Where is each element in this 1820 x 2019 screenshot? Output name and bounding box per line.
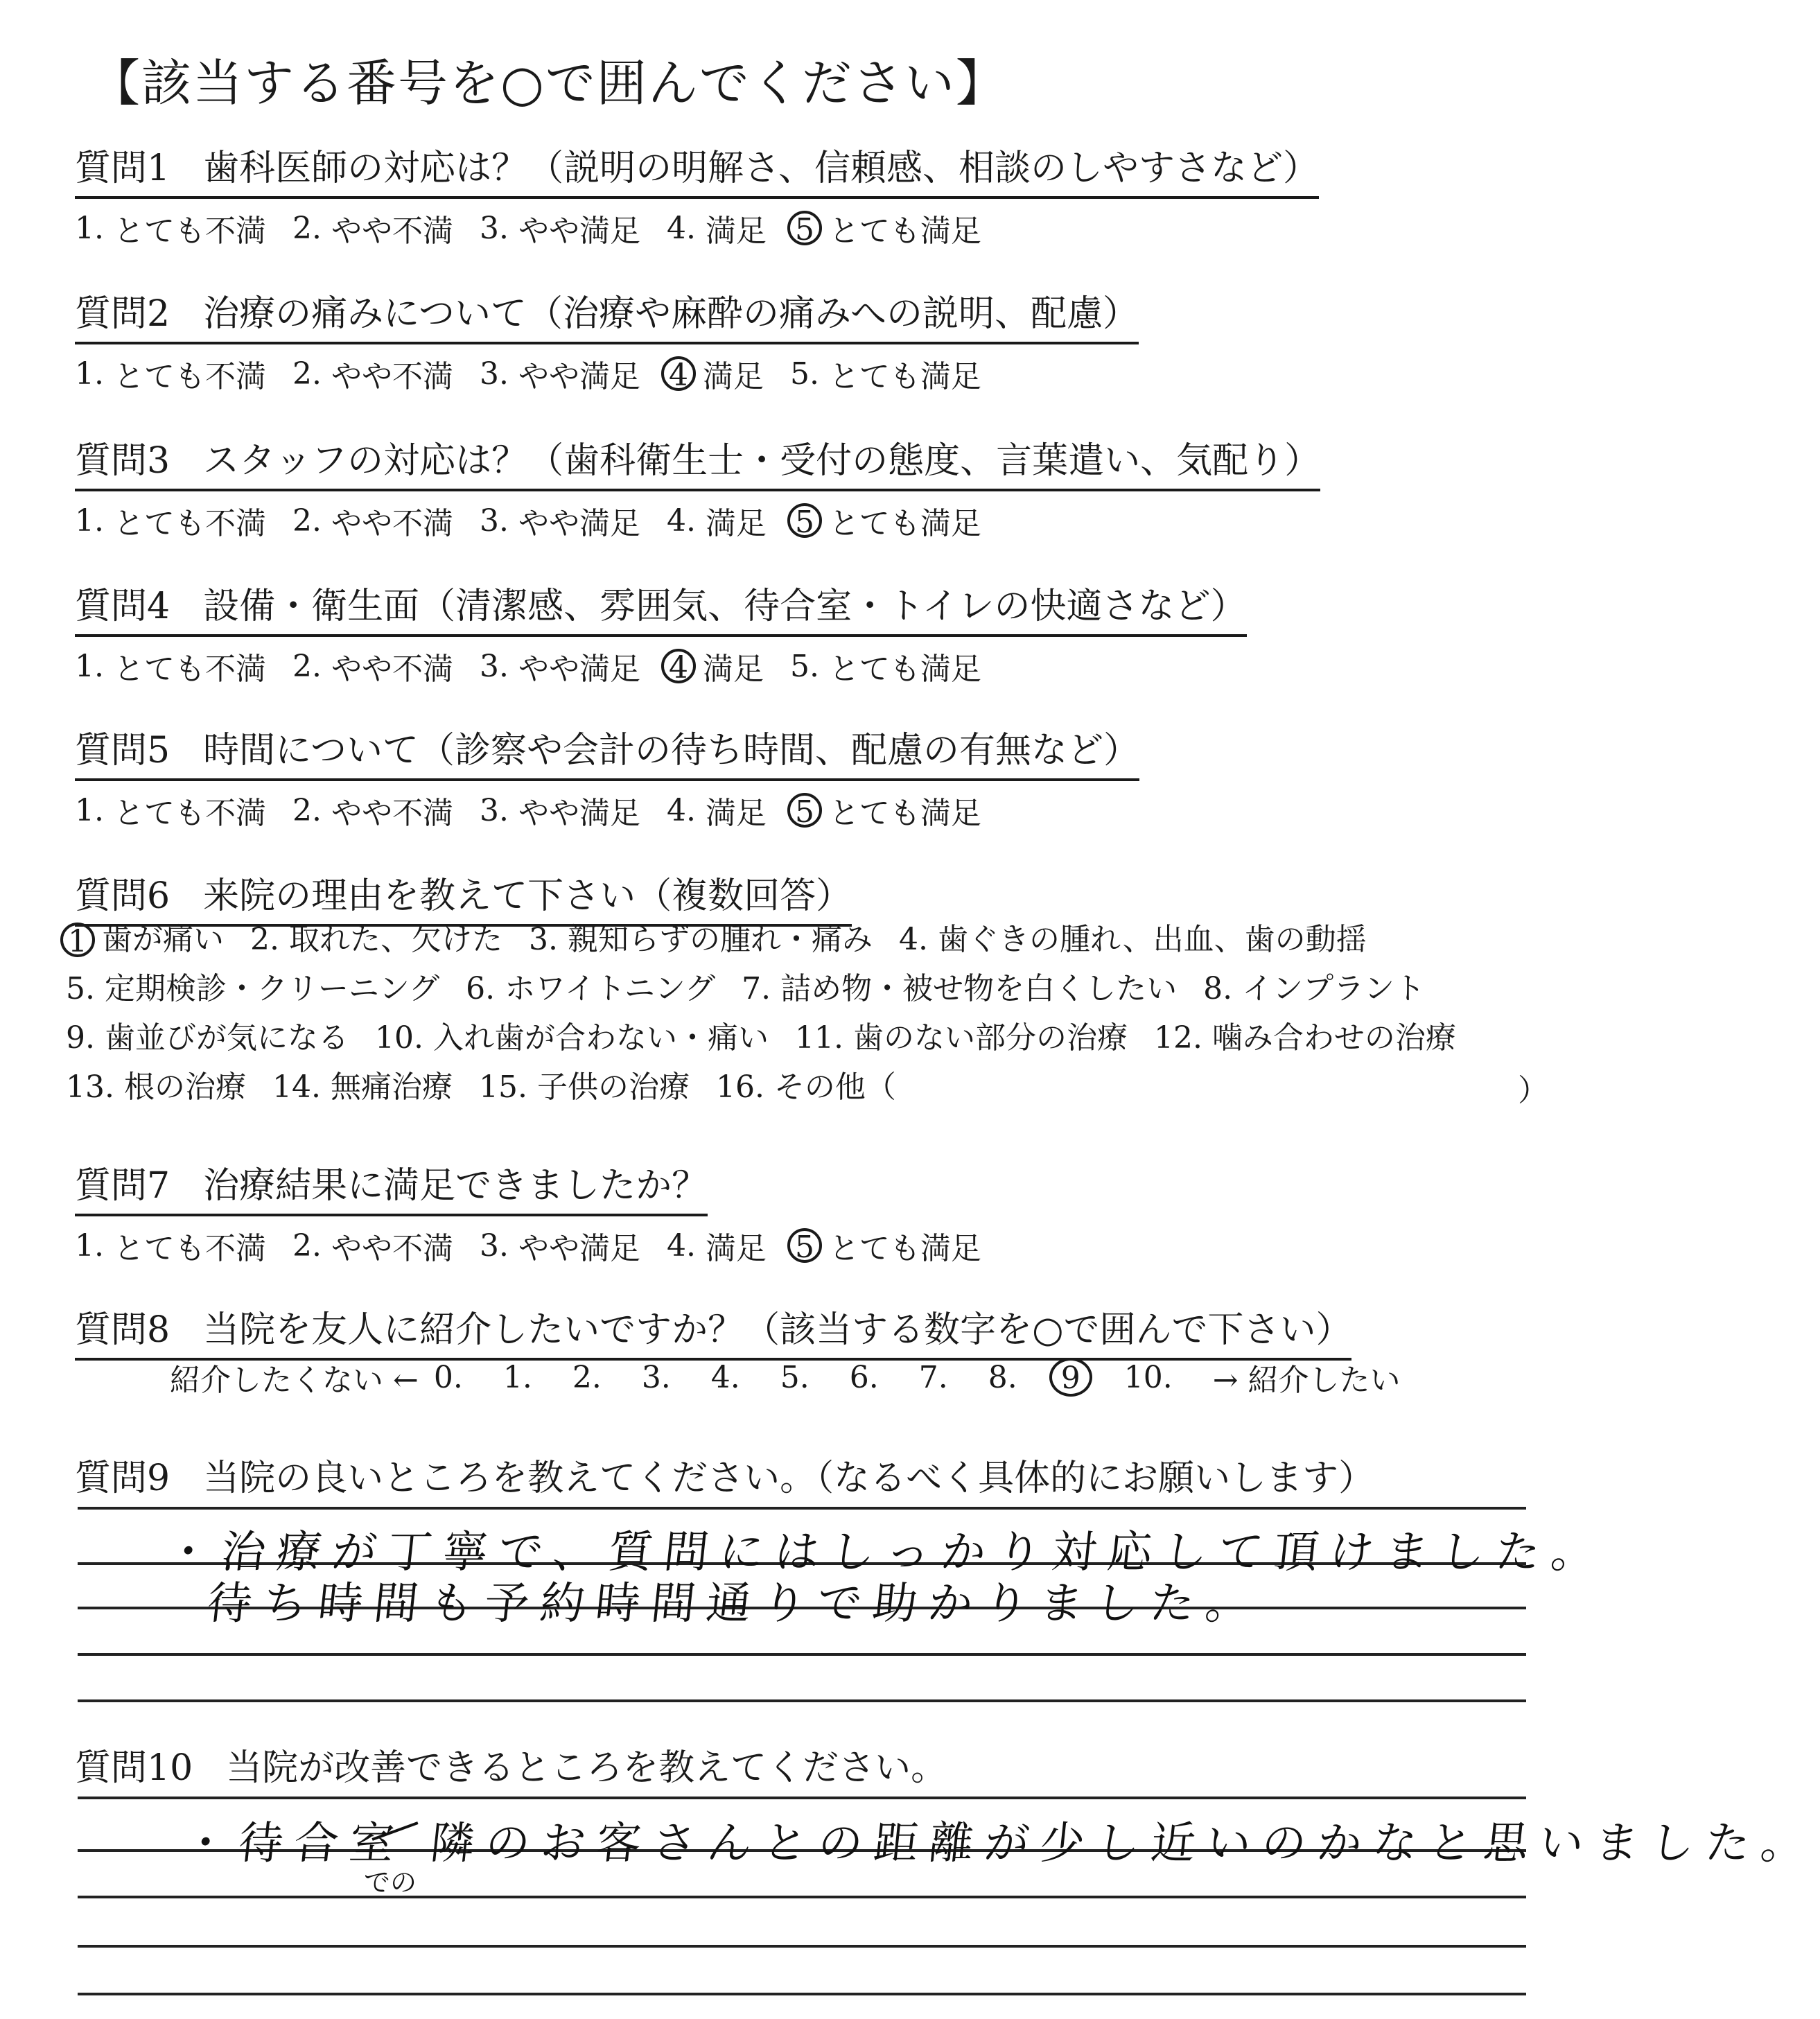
option-label: その他（ <box>773 1069 896 1105</box>
option-number: 12. <box>1153 1020 1202 1056</box>
option-number: 2. <box>292 648 322 684</box>
option-label: 根の治療 <box>123 1069 246 1105</box>
option-label: 入れ歯が合わない・痛い <box>432 1020 769 1056</box>
reason-row <box>66 1063 1482 1112</box>
option-number: 2. <box>292 502 322 539</box>
option-label: とても不満 <box>113 796 266 831</box>
option-number: 4. <box>666 210 696 246</box>
reason-row <box>66 915 1482 964</box>
rating-option-2[interactable] <box>292 788 453 832</box>
option-number: 10. <box>374 1020 423 1056</box>
option-number: 8. <box>1203 971 1233 1006</box>
survey-header: 【該当する番号を○で囲んでください】 <box>90 54 1007 112</box>
option-label: とても不満 <box>113 506 266 541</box>
question-label: 質問10 <box>75 1747 193 1789</box>
scale-numbers <box>434 1358 1213 1397</box>
option-number: 5. <box>789 356 819 392</box>
option-number: 5. <box>789 648 819 684</box>
question-1 <box>75 139 1319 250</box>
option-number: 2. <box>250 922 279 957</box>
circled-number: 5 <box>787 1228 822 1263</box>
rating-option-5[interactable] <box>790 351 981 396</box>
scale-number[interactable]: 6. <box>849 1359 879 1395</box>
question-label: 質問9 <box>75 1458 170 1499</box>
rating-option-4[interactable] <box>667 1223 767 1268</box>
rating-options <box>75 1223 1008 1268</box>
other-close-paren: ） <box>1518 1073 1548 1108</box>
option-label: 取れた、欠けた <box>288 922 502 957</box>
question-7 <box>75 1156 1008 1268</box>
option-label: 満足 <box>705 506 767 541</box>
option-label: 噛み合わせの治療 <box>1211 1020 1456 1056</box>
option-label: 満足 <box>705 1231 767 1266</box>
option-number: 9. <box>66 1020 95 1056</box>
question-title <box>75 721 1139 781</box>
option-label: 満足 <box>705 796 767 831</box>
circled-number: 5 <box>787 793 822 828</box>
question-title <box>75 139 1319 199</box>
option-number: 16. <box>715 1069 764 1105</box>
rating-option-2[interactable] <box>292 351 453 396</box>
option-number: 11. <box>794 1020 843 1056</box>
rating-option-1[interactable] <box>75 351 266 396</box>
question-text: 設備・衛生面（清潔感、雰囲気、待合室・トイレの快適さなど） <box>203 586 1247 627</box>
rating-option-5[interactable] <box>793 788 981 832</box>
question-text: 時間について（診察や会計の待ち時間、配慮の有無など） <box>203 730 1140 771</box>
scale-number[interactable]: 1. <box>502 1359 532 1395</box>
rating-option-2[interactable] <box>292 644 453 688</box>
reason-row <box>66 964 1482 1013</box>
question-text: 当院の良いところを教えてください。（なるべく具体的にお願いします） <box>203 1458 1375 1499</box>
reason-option[interactable] <box>66 1063 246 1112</box>
option-label: やや満足 <box>518 213 640 249</box>
option-number: 4. <box>666 1227 696 1264</box>
rating-option-4[interactable] <box>667 644 764 688</box>
option-label: 歯が痛い <box>102 922 224 957</box>
option-label: ホワイトニング <box>505 971 716 1006</box>
rating-option-1[interactable] <box>75 644 266 688</box>
rating-options <box>75 644 1247 688</box>
reason-option[interactable] <box>479 1063 690 1112</box>
recommend-scale <box>170 1355 1401 1399</box>
option-label: やや満足 <box>518 796 640 831</box>
answer-line <box>78 1699 1526 1702</box>
option-label: とても満足 <box>828 359 981 394</box>
scale-number[interactable]: 4. <box>710 1359 740 1395</box>
answer-line <box>78 1993 1526 1995</box>
rating-option-4[interactable] <box>667 206 767 250</box>
answer-line <box>78 1653 1526 1656</box>
reason-option[interactable] <box>529 915 873 964</box>
reason-option[interactable] <box>742 964 1177 1013</box>
circled-scale-number[interactable]: 9 <box>1049 1358 1092 1397</box>
reason-option[interactable] <box>66 1013 349 1063</box>
option-number: 15. <box>478 1069 527 1105</box>
option-number: 1. <box>75 648 104 684</box>
option-label: やや不満 <box>331 652 453 687</box>
question-text: 治療の痛みについて（治療や麻酔の痛みへの説明、配慮） <box>203 293 1139 335</box>
option-label: やや不満 <box>331 796 453 831</box>
option-label: 満足 <box>702 359 764 394</box>
rating-options <box>75 206 1319 250</box>
option-label: やや満足 <box>518 359 640 394</box>
reason-option[interactable] <box>1154 1013 1456 1063</box>
option-label: とても満足 <box>828 796 981 831</box>
option-number: 4. <box>898 922 928 957</box>
option-number: 3. <box>479 1227 509 1264</box>
reason-options <box>66 915 1482 1112</box>
rating-option-3[interactable] <box>480 206 640 250</box>
question-label: 質問5 <box>75 730 170 771</box>
option-label: 無痛治療 <box>330 1069 453 1105</box>
question-label: 質問2 <box>75 293 170 335</box>
scale-number[interactable]: 7. <box>918 1359 948 1395</box>
option-label: とても不満 <box>113 1231 266 1266</box>
option-number: 1. <box>75 1227 104 1264</box>
rating-option-5[interactable] <box>790 644 981 688</box>
reason-option[interactable] <box>1203 964 1425 1013</box>
question-title <box>75 284 1139 344</box>
option-number: 7. <box>742 971 771 1006</box>
scale-number[interactable]: 5. <box>780 1359 810 1395</box>
option-label: とても満足 <box>828 652 981 687</box>
reason-row <box>66 1013 1482 1063</box>
option-number: 3. <box>479 792 509 828</box>
circled-number: 4 <box>661 356 696 391</box>
question-text: 当院が改善できるところを教えてください。 <box>226 1747 947 1789</box>
rating-option-5[interactable] <box>793 206 981 250</box>
rating-options <box>75 351 1139 396</box>
question-5 <box>75 721 1139 832</box>
option-label: とても満足 <box>828 506 981 541</box>
option-label: 満足 <box>705 213 767 249</box>
question-4 <box>75 577 1247 688</box>
question-label: 質問8 <box>75 1309 170 1351</box>
rating-option-4[interactable] <box>667 788 767 832</box>
option-number: 1. <box>75 210 104 246</box>
option-label: とても満足 <box>828 213 981 249</box>
option-label: やや不満 <box>331 506 453 541</box>
option-label: 子供の治療 <box>536 1069 690 1105</box>
circled-number: 4 <box>661 649 696 683</box>
scale-number[interactable]: 0. <box>433 1359 463 1395</box>
option-number: 1. <box>75 356 104 392</box>
option-label: やや満足 <box>518 652 640 687</box>
answer-line <box>78 1896 1526 1898</box>
option-label: インプラント <box>1242 971 1426 1006</box>
option-label: やや不満 <box>331 1231 453 1266</box>
option-number: 6. <box>466 971 496 1006</box>
circled-number: 5 <box>787 211 822 245</box>
option-label: とても不満 <box>113 213 266 249</box>
scale-number[interactable]: 2. <box>572 1359 602 1395</box>
option-label: とても不満 <box>113 359 266 394</box>
question-label: 質問6 <box>75 875 170 917</box>
question-9 <box>75 1449 1374 1501</box>
handwritten-answer-line-2: 待ち時間も予約時間通りで助かりました。 <box>204 1578 1264 1629</box>
scale-number[interactable]: 8. <box>988 1359 1017 1395</box>
question-title <box>75 577 1247 637</box>
option-label: とても不満 <box>113 652 266 687</box>
question-title <box>75 1300 1351 1361</box>
option-number: 2. <box>292 210 322 246</box>
option-label: やや満足 <box>518 1231 640 1266</box>
option-label: 歯ぐきの腫れ、出血、歯の動揺 <box>937 922 1367 957</box>
option-number: 5. <box>66 971 95 1006</box>
question-title <box>75 1156 708 1216</box>
question-label: 質問4 <box>75 586 170 627</box>
option-number: 1. <box>75 502 104 539</box>
rating-option-2[interactable] <box>292 498 453 543</box>
option-label: やや不満 <box>331 213 453 249</box>
option-label: 満足 <box>702 652 764 687</box>
scale-number[interactable]: 3. <box>641 1359 671 1395</box>
option-number: 2. <box>292 792 322 828</box>
question-text: 歯科医師の対応は？（説明の明解さ、信頼感、相談のしやすさなど） <box>203 148 1320 189</box>
rating-option-4[interactable] <box>667 498 767 543</box>
question-text: 来院の理由を教えて下さい（複数回答） <box>203 875 852 917</box>
rating-option-5[interactable] <box>793 1223 981 1268</box>
rating-option-3[interactable] <box>480 498 640 543</box>
scale-right-label: → 紹介したい <box>1212 1363 1401 1398</box>
reason-option[interactable] <box>466 964 715 1013</box>
reason-option[interactable] <box>66 964 439 1013</box>
question-10 <box>75 1738 947 1790</box>
rating-option-1[interactable] <box>75 1223 266 1268</box>
question-text: スタッフの対応は？（歯科衛生士・受付の態度、言葉遣い、気配り） <box>203 440 1321 482</box>
reason-option[interactable] <box>272 1063 453 1112</box>
reason-option[interactable] <box>250 915 502 964</box>
option-number: 13. <box>66 1069 114 1105</box>
question-2 <box>75 284 1139 396</box>
rating-option-2[interactable] <box>292 206 453 250</box>
rating-option-3[interactable] <box>480 351 640 396</box>
option-number: 1. <box>75 792 104 828</box>
rating-options <box>75 788 1139 832</box>
option-number: 3. <box>479 210 509 246</box>
option-label: やや不満 <box>331 359 453 394</box>
question-label: 質問1 <box>75 148 170 189</box>
option-number: 4. <box>666 792 696 828</box>
option-label: やや満足 <box>518 506 640 541</box>
option-label: 歯のない部分の治療 <box>852 1020 1128 1056</box>
rating-option-1[interactable] <box>75 206 266 250</box>
rating-option-2[interactable] <box>292 1223 453 1268</box>
scale-left-label: 紹介したくない ← <box>170 1363 419 1398</box>
rating-option-5[interactable] <box>793 498 981 543</box>
question-label: 質問3 <box>75 440 170 482</box>
answer-line <box>78 1507 1526 1510</box>
option-label: 詰め物・被せ物を白くしたい <box>780 971 1178 1006</box>
answer-line <box>78 1945 1526 1948</box>
rating-option-3[interactable] <box>480 788 640 832</box>
question-label: 質問7 <box>75 1165 170 1207</box>
question-3 <box>75 431 1320 543</box>
reason-option[interactable] <box>375 1013 769 1063</box>
answer-line <box>78 1797 1526 1799</box>
circled-number: 1 <box>60 923 95 957</box>
option-number: 3. <box>479 502 509 539</box>
circled-number: 5 <box>787 503 822 538</box>
handwritten-answer-q10: ・待合室 隣のお客さんとの距離が少し近いのかなと思いました。 <box>180 1818 1819 1869</box>
question-title <box>75 431 1320 491</box>
option-number: 2. <box>292 356 322 392</box>
handwritten-insertion: での <box>364 1867 417 1898</box>
option-number: 3. <box>479 356 509 392</box>
handwritten-answer-line-1: ・治療が丁寧で、質問にはしっかり対応して頂けました。 <box>163 1527 1609 1578</box>
option-number: 3. <box>479 648 509 684</box>
question-text: 治療結果に満足できましたか？ <box>203 1165 708 1207</box>
rating-option-3[interactable] <box>480 1223 640 1268</box>
option-number: 3. <box>528 922 558 957</box>
rating-option-1[interactable] <box>75 498 266 543</box>
option-number: 2. <box>292 1227 322 1264</box>
scale-number[interactable]: 10. <box>1123 1359 1173 1395</box>
rating-option-4[interactable] <box>667 351 764 396</box>
rating-options <box>75 498 1320 543</box>
question-text: 当院を友人に紹介したいですか？（該当する数字を○で囲んで下さい） <box>203 1309 1352 1351</box>
reason-option[interactable] <box>66 915 224 964</box>
option-label: とても満足 <box>828 1231 981 1266</box>
reason-option[interactable] <box>795 1013 1128 1063</box>
option-number: 14. <box>272 1069 321 1105</box>
rating-option-1[interactable] <box>75 788 266 832</box>
option-number: 4. <box>666 502 696 539</box>
option-label: 定期検診・クリーニング <box>104 971 440 1006</box>
rating-option-3[interactable] <box>480 644 640 688</box>
option-label: 歯並びが気になる <box>104 1020 349 1056</box>
question-8 <box>75 1300 1351 1361</box>
option-label: 親知らずの腫れ・痛み <box>567 922 873 957</box>
reason-option[interactable] <box>716 1063 896 1112</box>
reason-option[interactable] <box>899 915 1367 964</box>
